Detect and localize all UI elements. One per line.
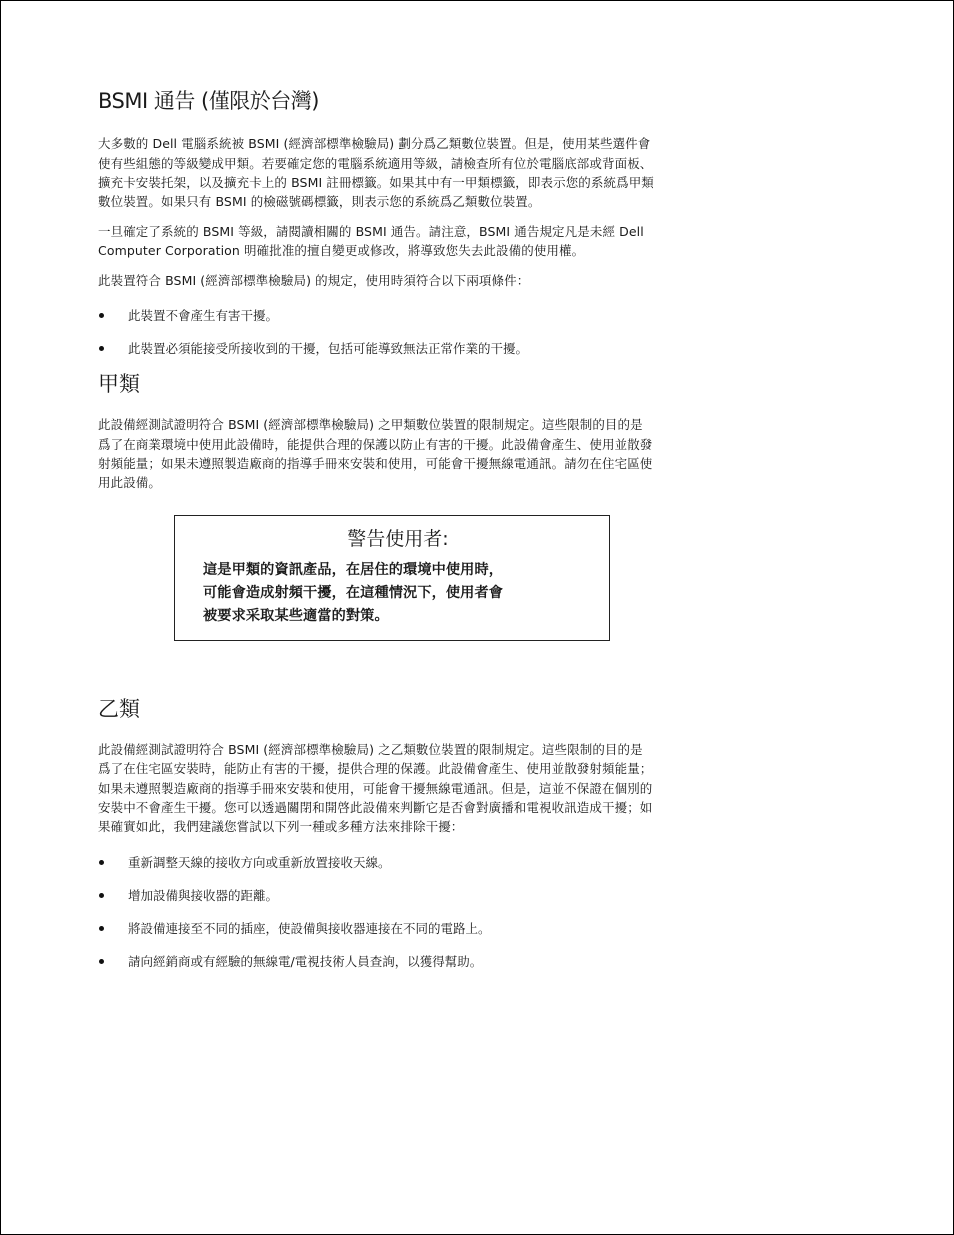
warning-line: 可能會造成射頻干擾，在這種情況下，使用者會	[203, 584, 504, 601]
class-a-warning-box	[174, 515, 610, 641]
class-b-remedies-list	[98, 853, 654, 971]
list-item: 請向經銷商或有經驗的無線電/電視技術人員查詢，以獲得幫助。	[98, 952, 654, 971]
warning-title: 警告使用者:	[347, 527, 449, 550]
bsmi-intro-paragraph: 大多數的 Dell 電腦系統被 BSMI (經濟部標準檢驗局) 劃分爲乙類數位裝置。但是，使用某些選件會使有些組態的等級變成甲類。若要確定您的電腦系統適用等級，請檢查所有位於電腦底部或背面板、擴充卡安裝托架，以及擴充卡上的 BSMI 註冊標籤。如果其中有一甲類標籤，即表示您的系統爲甲類數位裝置。如果只有 BSMI 的檢磁號碼標籤，則表示您的系統爲乙類數位裝置。	[98, 136, 654, 210]
bsmi-conditions-paragraph: 此裝置符合 BSMI (經濟部標準檢驗局) 的規定，使用時須符合以下兩項條件：	[98, 272, 530, 288]
warning-text	[203, 559, 593, 628]
class-a-heading: 甲類	[98, 372, 140, 397]
class-a-paragraph: 此設備經測試證明符合 BSMI (經濟部標準檢驗局) 之甲類數位裝置的限制規定。這些限制的目的是爲了在商業環境中使用此設備時，能提供合理的保護以防止有害的干擾。此設備會產生、使用並散發射頻能量；如果未遵照製造廠商的指導手冊來安裝和使用，可能會干擾無線電通訊。請勿在住宅區使用此設備。	[98, 417, 653, 491]
bsmi-notice-heading: BSMI 通告 (僅限於台灣)	[98, 89, 319, 113]
list-item: 增加設備與接收器的距離。	[98, 886, 654, 905]
class-b-paragraph: 此設備經測試證明符合 BSMI (經濟部標準檢驗局) 之乙類數位裝置的限制規定。這些限制的目的是爲了在住宅區安裝時，能防止有害的干擾，提供合理的保護。此設備會產生、使用並散發射頻能量；如果未遵照製造廠商的指導手冊來安裝和使用，可能會干擾無線電通訊。但是，這並不保證在個別的安裝中不會產生干擾。您可以透過關閉和開啓此設備來判斷它是否會對廣播和電視收訊造成干擾；如果確實如此，我們建議您嘗試以下列一種或多種方法來排除干擾：	[98, 741, 653, 835]
list-item: 重新調整天線的接收方向或重新放置接收天線。	[98, 853, 654, 872]
list-item: 此裝置不會產生有害干擾。	[98, 306, 654, 325]
document-content	[98, 89, 654, 985]
warning-line: 這是甲類的資訊產品，在居住的環境中使用時，	[203, 561, 504, 578]
bsmi-conditions-list	[98, 306, 654, 358]
list-item: 將設備連接至不同的插座，使設備與接收器連接在不同的電路上。	[98, 919, 654, 938]
class-b-heading: 乙類	[98, 696, 140, 721]
warning-line: 被要求采取某些適當的對策。	[203, 607, 389, 624]
list-item: 此裝置必須能接受所接收到的干擾，包括可能導致無法正常作業的干擾。	[98, 339, 654, 358]
bsmi-classification-paragraph: 一旦確定了系統的 BSMI 等級，請閱讀相關的 BSMI 通告。請注意，BSMI 通告規定凡是未經 Dell Computer Corporation 明確批准的擅自變更或修改，將導致您失去此設備的使用權。	[98, 223, 644, 259]
